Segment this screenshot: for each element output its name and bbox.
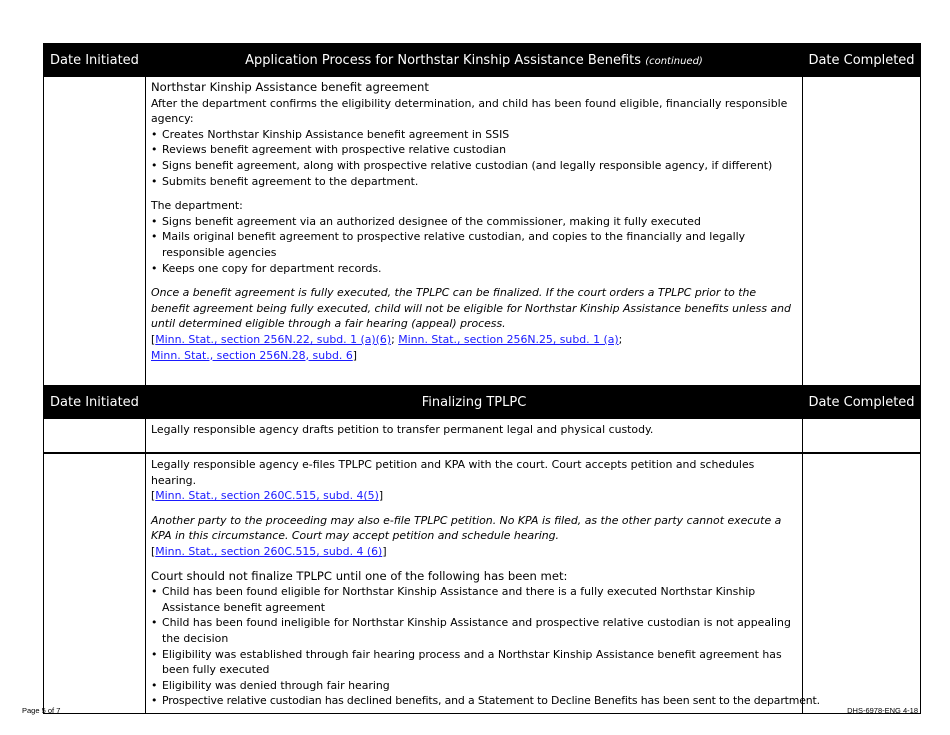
list-item: • Keeps one copy for department records. bbox=[151, 261, 796, 277]
list-item: • Child has been found eligible for Northstar Kinship Assistance and there is a fully executed Northstar Kinship Assistance benefit agreement bbox=[151, 584, 796, 615]
table-header-row bbox=[44, 386, 921, 419]
other-party-note: Another party to the proceeding may also e-file TPLPC petition. No KPA is filed, as the other party cannot execute a KPA in this circumstance. Court may accept petition and schedule hearing. bbox=[151, 513, 782, 543]
agency-list bbox=[151, 127, 796, 189]
list-item: • Eligibility was denied through fair hearing bbox=[151, 678, 796, 694]
list-item: • Mails original benefit agreement to prospective relative custodian, and copies to the financially and legally responsible agencies bbox=[151, 229, 796, 260]
form-id: DHS-6978-ENG 4-18 bbox=[847, 706, 918, 715]
date-initiated-header: Date Initiated bbox=[44, 386, 146, 419]
separator: ; bbox=[618, 332, 623, 346]
finalization-note: Once a benefit agreement is fully executed, the TPLPC can be finalized. If the court orders a TPLPC prior to the benefit agreement being fully executed, child will not be eligible for Northstar Kinship Assistance benefits unless and until determined eligible through a fair hearing (appeal) process. bbox=[151, 286, 791, 331]
efile-sentence: Legally responsible agency e-files TPLPC petition and KPA with the court. Court accepts petition and schedules hearing. bbox=[151, 458, 755, 487]
bracket-close: ] bbox=[352, 348, 358, 362]
bracket-close: ] bbox=[378, 489, 384, 503]
list-item: • Child has been found ineligible for Northstar Kinship Assistance and prospective relative custodian is not appealing the decision bbox=[151, 615, 796, 646]
efile-text bbox=[151, 457, 796, 504]
date-initiated-cell[interactable] bbox=[44, 419, 146, 453]
list-item: • Creates Northstar Kinship Assistance benefit agreement in SSIS bbox=[151, 127, 796, 143]
content-cell bbox=[146, 454, 820, 714]
bracket-open: [ bbox=[151, 489, 156, 503]
application-process-table bbox=[43, 43, 921, 386]
date-initiated-cell[interactable] bbox=[44, 77, 146, 386]
list-item: • Reviews benefit agreement with prospective relative custodian bbox=[151, 142, 796, 158]
date-completed-header: Date Completed bbox=[803, 44, 921, 77]
finalizing-tplpc-table bbox=[43, 385, 921, 453]
date-initiated-header: Date Initiated bbox=[44, 44, 146, 77]
finalize-heading: Court should not finalize TPLPC until one of the following has been met: bbox=[151, 568, 568, 583]
section-title: Finalizing TPLPC bbox=[146, 386, 803, 419]
department-intro: The department: bbox=[151, 199, 243, 213]
statute-citations bbox=[151, 332, 796, 363]
date-completed-cell[interactable] bbox=[803, 454, 921, 714]
list-item: • Prospective relative custodian has declined benefits, and a Statement to Decline Benefits has been sent to the department. bbox=[151, 693, 796, 709]
list-item: • Submits benefit agreement to the department. bbox=[151, 174, 796, 190]
conditions-list bbox=[151, 584, 820, 709]
bracket-open: [ bbox=[151, 544, 156, 558]
table-row bbox=[44, 419, 921, 453]
date-completed-cell[interactable] bbox=[803, 419, 921, 453]
list-item: • Eligibility was established through fair hearing process and a Northstar Kinship Assistance benefit agreement has been fully executed bbox=[151, 647, 796, 678]
page-number: Page 5 of 7 bbox=[22, 706, 61, 715]
statute-link[interactable]: Minn. Stat., section 260C.515, subd. 4 (6) bbox=[155, 544, 383, 558]
agency-intro: After the department confirms the eligibility determination, and child has been found eligible, financially responsible agency: bbox=[151, 96, 788, 126]
benefit-agreement-heading: Northstar Kinship Assistance benefit agreement bbox=[151, 80, 429, 94]
section-title bbox=[146, 44, 803, 77]
list-item: • Signs benefit agreement via an authorized designee of the commissioner, making it fully executed bbox=[151, 214, 796, 230]
bracket-close: ] bbox=[382, 544, 387, 558]
other-party-block bbox=[151, 513, 796, 560]
finalizing-tplpc-table-cont bbox=[43, 453, 921, 714]
statute-link[interactable]: Minn. Stat., section 256N.22, subd. 1 (a)(6) bbox=[155, 332, 392, 346]
section-title-text: Application Process for Northstar Kinship Assistance Benefits bbox=[245, 52, 642, 68]
date-completed-header: Date Completed bbox=[803, 386, 921, 419]
table-row bbox=[44, 454, 921, 714]
separator: ; bbox=[391, 332, 399, 346]
list-item: • Signs benefit agreement, along with prospective relative custodian (and legally responsible agency, if different) bbox=[151, 158, 796, 174]
content-cell bbox=[146, 77, 803, 386]
statute-link[interactable]: Minn. Stat., section 256N.28, subd. 6 bbox=[151, 348, 353, 362]
statute-link[interactable]: Minn. Stat., section 260C.515, subd. 4(5) bbox=[155, 489, 379, 503]
statute-link[interactable]: Minn. Stat., section 256N.25, subd. 1 (a) bbox=[398, 332, 619, 346]
section-title-suffix: (continued) bbox=[645, 55, 703, 67]
department-list bbox=[151, 214, 796, 276]
date-initiated-cell[interactable] bbox=[44, 454, 146, 714]
content-cell: Legally responsible agency drafts petition to transfer permanent legal and physical custody. bbox=[146, 419, 803, 453]
bracket-open: [ bbox=[151, 332, 156, 346]
table-header-row bbox=[44, 44, 921, 77]
date-completed-cell[interactable] bbox=[803, 77, 921, 386]
table-row bbox=[44, 77, 921, 386]
